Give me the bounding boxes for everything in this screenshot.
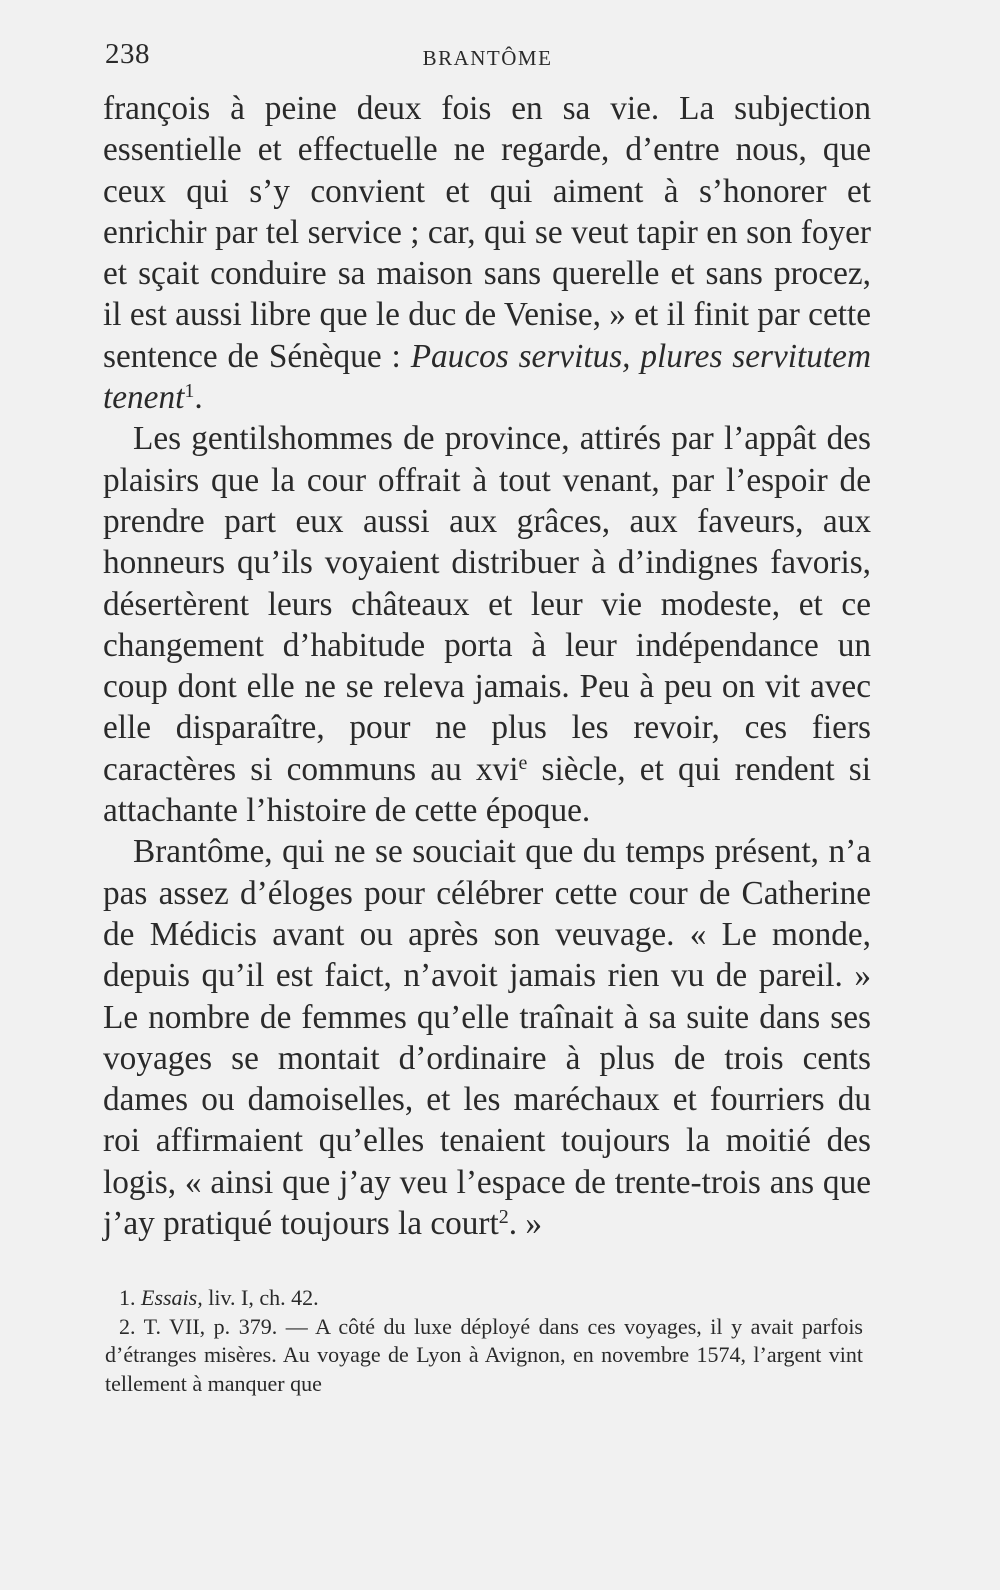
footnote [105,1313,863,1399]
footnote [105,1284,863,1313]
note-reference: 2 [498,1206,509,1229]
note-reference: 1 [184,380,195,403]
running-head: BRANTÔME [422,46,553,70]
text-run: Les gentilshommes de province, attirés par l’appât des plaisirs que la cour offrait à tout venant, par l’espoir de prendre part eux aussi aux grâces, aux faveurs, aux honneurs qu’ils voyaient distribuer à d’indignes favoris, désertèrent leurs châteaux et leur vie modeste, et ce changement d’habitude porta à leur indépendance un coup dont elle ne se releva jamais. Peu à peu on vit avec elle disparaître, pour ne plus les revoir, ces fiers caractères si communs au xvi [103,420,871,788]
italic-text: Essais, [141,1285,203,1310]
text-run: liv. I, ch. 42. [202,1285,319,1310]
paragraph [103,88,871,418]
text-run: . [194,379,203,417]
note-reference: e [518,751,528,774]
paragraph [103,831,871,1244]
page-header [105,38,870,78]
text-run: . » [508,1205,543,1243]
footnotes [105,1284,863,1398]
text-run: 1. [119,1285,141,1310]
text-run: 2. T. VII, p. 379. — A côté du luxe déployé dans ces voyages, il y avait parfois d’étranges misères. Au voyage de Lyon à Avignon, en novembre 1574, l’argent vint tellement à manquer que [105,1313,863,1396]
text-run: Brantôme, qui ne se souciait que du temps présent, n’a pas assez d’éloges pour célébrer cette cour de Catherine de Médicis avant ou après son veuvage. « Le monde, depuis qu’il est faict, n’avoit jamais rien vu de pareil. » Le nombre de femmes qu’elle traînait à sa suite dans ses voyages se montait d’ordinaire à plus de trois cents dames ou damoiselles, et les maréchaux et fourriers du roi affirmaient qu’elles tenaient toujours la moitié des logis, « ainsi que j’ay veu l’espace de trente-trois ans que j’ay pratiqué toujours la court [103,833,871,1243]
text-run: siècle, et qui rendent si attachante l’histoire de cette époque. [103,750,871,830]
page-number: 238 [105,38,150,70]
body-text [103,88,871,1244]
paragraph [103,418,871,831]
italic-text: Paucos servitus, plures servitutem tenent [103,337,871,417]
text-run: françois à peine deux fois en sa vie. La subjection essentielle et effectuelle ne regarde, d’entre nous, que ceux qui s’y convient et qui aiment à s’honorer et enrichir par tel service ; car, qui se veut tapir en son foyer et sçait conduire sa maison sans querelle et sans procez, il est aussi libre que le duc de Venise, » et il finit par cette sentence de Sénèque : [103,90,871,375]
